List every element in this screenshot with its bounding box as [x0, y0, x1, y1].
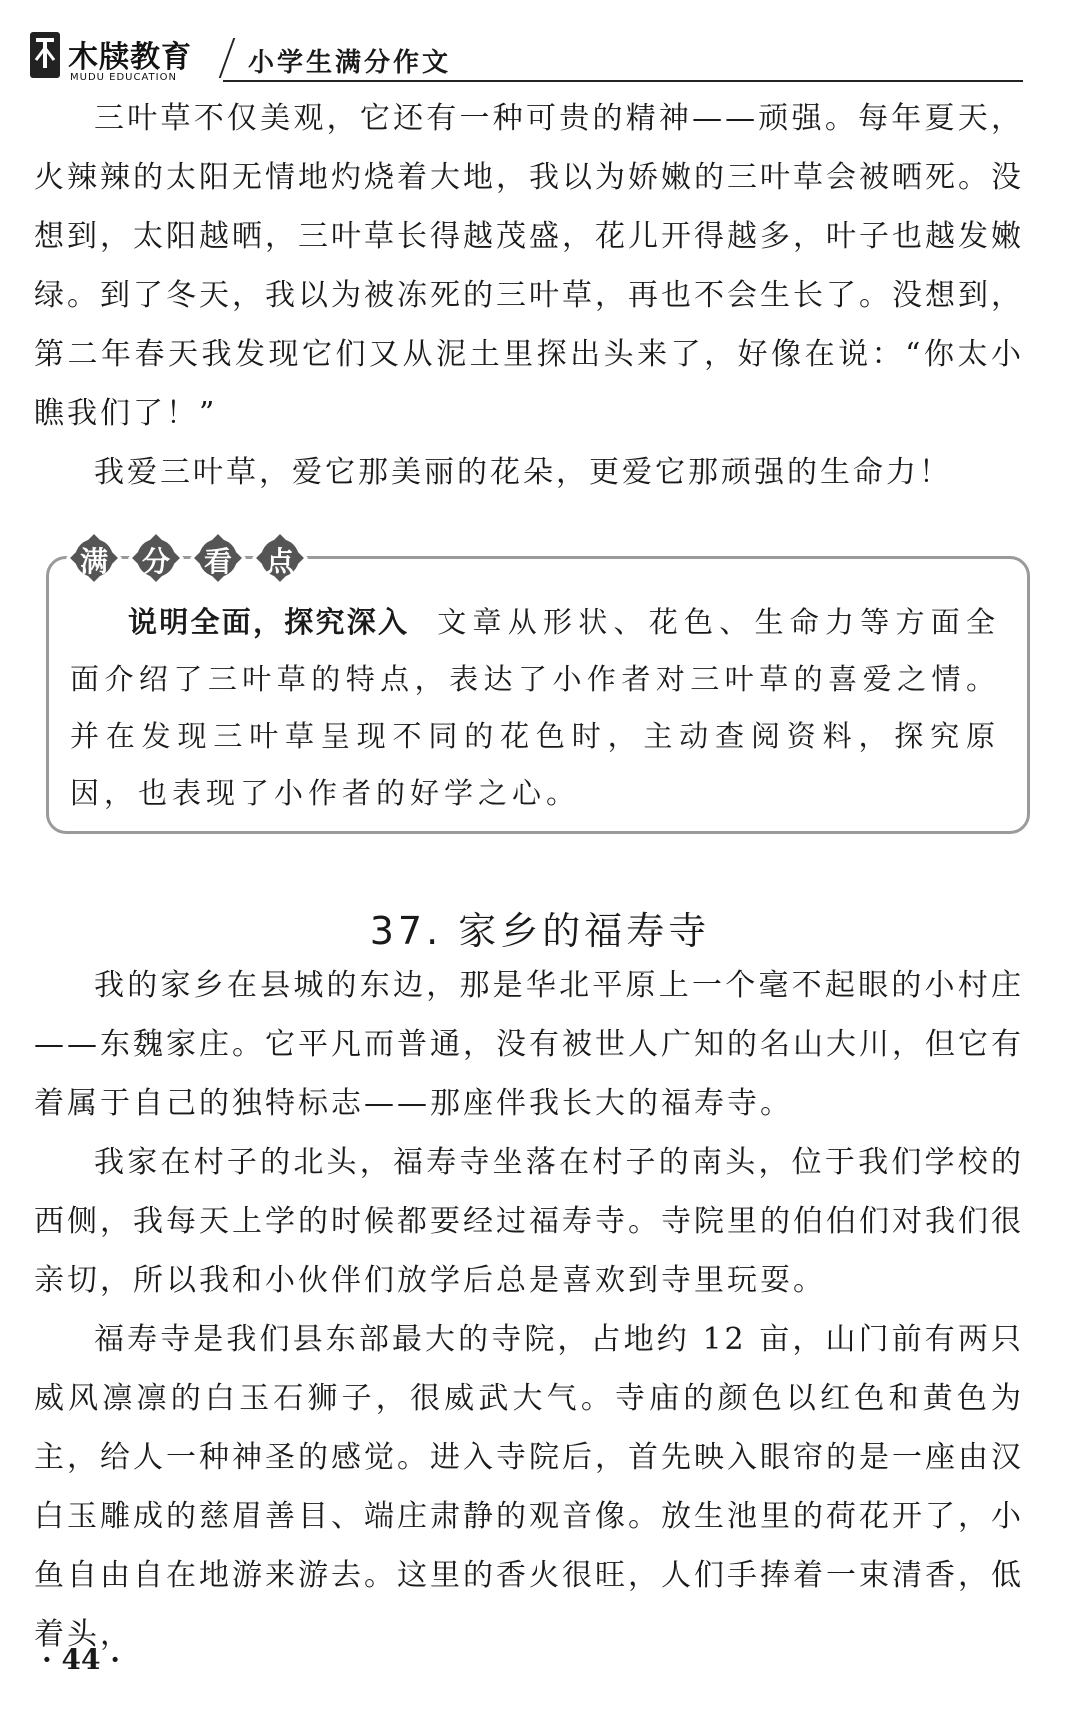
- essay2-body: [34, 956, 1024, 1664]
- badge-dian: [252, 530, 308, 586]
- essay2-paragraph: 我家在村子的北头，福寿寺坐落在村子的南头，位于我们学校的西侧，我每天上学的时候都要经过福寿寺。寺院里的伯伯们对我们很亲切，所以我和小伙伴们放学后总是喜欢到寺里玩耍。: [34, 1145, 1024, 1298]
- page-header: [28, 30, 1028, 90]
- badge-label: 满: [79, 545, 108, 578]
- header-divider: [219, 38, 236, 78]
- badge-fen: [128, 530, 184, 586]
- badge-kan: [190, 530, 246, 586]
- essay-title: 37. 家乡的福寿寺: [369, 909, 711, 953]
- essay2-paragraph: 我的家乡在县城的东边，那是华北平原上一个毫不起眼的小村庄——东魏家庄。它平凡而普通，没有被世人广知的名山大川，但它有着属于自己的独特标志——那座伴我长大的福寿寺。: [34, 968, 1024, 1121]
- badge-label: 分: [141, 545, 170, 578]
- page-number: · 44 ·: [42, 1643, 120, 1676]
- series-title: 小学生满分作文: [248, 48, 452, 78]
- badge-man: [66, 530, 122, 586]
- brand-name: 木牍教育: [68, 40, 192, 75]
- essay1-body: [34, 89, 1024, 502]
- essay1-paragraph: 我爱三叶草，爱它那美丽的花朵，更爱它那顽强的生命力！: [94, 455, 952, 490]
- badge-label: 看: [203, 545, 232, 578]
- review-text: [70, 594, 1000, 822]
- essay1-paragraph: 三叶草不仅美观，它还有一种可贵的精神——顽强。每年夏天，火辣辣的太阳无情地灼烧着大地，我以为娇嫩的三叶草会被晒死。没想到，太阳越晒，三叶草长得越茂盛，花儿开得越多，叶子也越发嫩绿。到了冬天，我以为被冻死的三叶草，再也不会生长了。没想到，第二年春天我发现它们又从泥土里探出头来了，好像在说：“你太小瞧我们了！”: [34, 101, 1024, 431]
- header-rule: [223, 80, 1023, 82]
- essay2-paragraph: 福寿寺是我们县东部最大的寺院，占地约 12 亩，山门前有两只威风凛凛的白玉石狮子，很威武大气。寺庙的颜色以红色和黄色为主，给人一种神圣的感觉。进入寺院后，首先映入眼帘的是一座由汉白玉雕成的慈眉善目、端庄肃静的观音像。放生池里的荷花开了，小鱼自由自在地游来游去。这里的香火很旺，人们手捧着一束清香，低着头，: [34, 1322, 1024, 1652]
- brand-name-english: MUDU EDUCATION: [70, 72, 177, 83]
- review-heading: 说明全面，探究深入: [128, 605, 410, 639]
- mudu-logo-icon: [28, 30, 62, 80]
- badge-label: 点: [265, 545, 294, 578]
- review-body: 文章从形状、花色、生命力等方面全面介绍了三叶草的特点，表达了小作者对三叶草的喜爱之情。并在发现三叶草呈现不同的花色时，主动查阅资料，探究原因，也表现了小作者的好学之心。: [70, 605, 1000, 810]
